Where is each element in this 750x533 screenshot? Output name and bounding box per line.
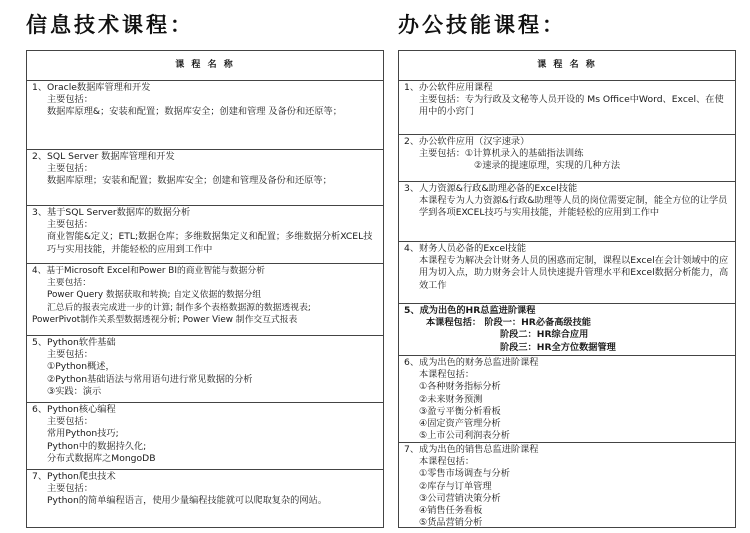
- course-title: 1、Oracle数据库管理和开发: [32, 82, 151, 93]
- course-section: [27, 336, 383, 403]
- course-line: 主要包括：①计算机录入的基础指法训练: [419, 148, 584, 160]
- course-line: ④销售任务看板: [419, 505, 483, 517]
- course-title: 7、Python爬虫技术: [32, 471, 116, 482]
- course-section: [399, 443, 735, 528]
- course-title: 3、基于SQL Server数据库的数据分析: [32, 207, 191, 218]
- office-courses-table: [398, 50, 736, 528]
- course-section: [399, 304, 735, 356]
- course-line: 主要包括：: [47, 278, 91, 289]
- course-title: 4、基于Microsoft Excel和Power BI的商业智能与数据分析: [32, 266, 265, 276]
- course-line: ④固定资产管理分析: [419, 418, 501, 430]
- course-section: [27, 206, 383, 264]
- course-title: 2、办公软件应用（汉字速录）: [404, 136, 530, 147]
- it-courses-table: [26, 50, 384, 528]
- course-line: 分布式数据库之MongoDB: [47, 452, 156, 464]
- course-section: [27, 150, 383, 206]
- course-title: 3、人力资源&行政&助理必备的Excel技能: [404, 183, 578, 194]
- course-line: ①零售市场调查与分析: [419, 468, 510, 480]
- course-line: ⑤上市公司利润表分析: [419, 430, 510, 442]
- course-line: ②速录的提速原理，实现的几种方法: [474, 160, 621, 172]
- course-line: ①Python概述，: [47, 361, 115, 373]
- course-section: [27, 81, 383, 150]
- course-section: [27, 470, 383, 528]
- course-section: [399, 135, 735, 182]
- course-line: PowerPivot制作关系型数据透视分析; Power View 制作交互式报表: [32, 314, 298, 325]
- course-title: 4、财务人员必备的Excel技能: [404, 243, 527, 254]
- course-line: 主要包括：: [47, 416, 93, 428]
- course-line: ⑤货品营销分析: [419, 517, 483, 528]
- table-header: 课 程 名 称: [399, 51, 735, 81]
- course-section: [399, 81, 735, 135]
- course-line: ③公司营销决策分析: [419, 492, 501, 504]
- course-line: 常用Python技巧;: [47, 428, 119, 440]
- course-line: Power Query 数据获取和转换; 自定义依据的数据分组: [47, 290, 262, 301]
- course-line: 本课程包括： 阶段一：HR必备高级技能: [426, 317, 591, 329]
- office-courses-heading: 办公技能课程：: [398, 13, 566, 37]
- course-line: 数据库原理；安装和配置；数据库安全；创建和管理及备份和还原等；: [47, 175, 332, 187]
- course-line: 阶段三：HR全方位数据管理: [500, 341, 616, 353]
- course-title: 6、成为出色的财务总监进阶课程: [404, 357, 539, 368]
- course-line: 主要包括：: [47, 219, 93, 231]
- course-line: ①各种财务指标分析: [419, 381, 501, 393]
- course-section: [399, 356, 735, 443]
- course-title: 5、Python软件基础: [32, 337, 116, 348]
- course-line: 主要包括：: [47, 483, 93, 495]
- table-header: 课 程 名 称: [27, 51, 383, 81]
- course-line: 本课程包括：: [419, 369, 475, 381]
- course-line: 主要包括：: [47, 349, 93, 361]
- course-title: 2、SQL Server 数据库管理和开发: [32, 151, 175, 162]
- course-line: 本课程专为人力资源&行政&助理等人员的岗位需要定制，能全方位的让学员学到各项EXCEL技巧与实用技能，并能轻松的应用到工作中: [419, 195, 728, 219]
- course-title: 1、办公软件应用课程: [404, 82, 493, 93]
- course-line: 本课程包括：: [419, 456, 475, 468]
- course-line: 商业智能&定义；ETL;数据仓库；多维数据集定义和配置；多维数据分析XCEL技巧与实用技能，并能轻松的应用到工作中: [47, 231, 373, 255]
- course-line: Python的简单编程语言，使用少量编程技能就可以爬取复杂的网站。: [47, 495, 327, 507]
- course-section: [27, 264, 383, 336]
- course-line: 主要包括：专为行政及文秘等人员开设的 Ms Office中Word、Excel、在使用中的小窍门: [419, 94, 724, 118]
- course-line: 阶段二：HR综合应用: [500, 329, 589, 341]
- course-line: ③盈亏平衡分析看板: [419, 405, 501, 417]
- course-line: ②库存与订单管理: [419, 480, 492, 492]
- course-line: Python中的数据持久化;: [47, 440, 147, 452]
- course-title: 7、成为出色的销售总监进阶课程: [404, 444, 539, 455]
- course-line: 主要包括：: [47, 163, 93, 175]
- course-title: 5、成为出色的HR总监进阶课程: [404, 305, 536, 316]
- course-line: 本课程专为解决会计财务人员的困惑而定制，课程以Excel在会计领域中的应用为切入点，助力财务会计人员快速提升管理水平和Excel数据分析能力，高效工作: [419, 255, 729, 291]
- course-title: 6、Python核心编程: [32, 404, 116, 415]
- course-section: [399, 242, 735, 304]
- course-section: [27, 403, 383, 470]
- course-line: 主要包括：: [47, 94, 93, 106]
- course-section: [399, 182, 735, 242]
- course-line: ②Python基础语法与常用语句进行常见数据的分析: [47, 373, 253, 385]
- it-courses-heading: 信息技术课程：: [26, 13, 194, 37]
- course-line: ③实践：演示: [47, 385, 102, 397]
- course-line: 汇总后的报表完成进一步的计算; 制作多个表格数据源的数据透视表;: [47, 302, 311, 313]
- course-line: 数据库原理&；安装和配置；数据库安全；创建和管理 及备份和还原等；: [47, 106, 342, 118]
- course-line: ②未来财务预测: [419, 393, 483, 405]
